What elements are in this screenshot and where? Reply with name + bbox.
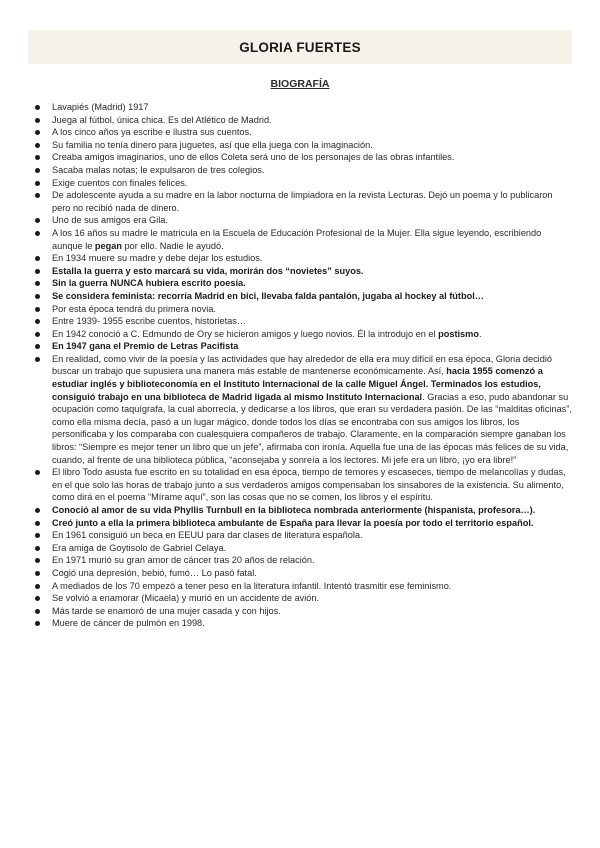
list-item (32, 517, 572, 530)
text-segment: Estalla la guerra y esto marcará su vida, morirán dos “novietes” suyos. (52, 265, 364, 276)
list-item (32, 151, 572, 164)
page-title: GLORIA FUERTES (239, 39, 361, 55)
text-segment: En 1934 muere su madre y debe dejar los estudios. (52, 253, 263, 264)
text-segment: En 1947 gana el Premio de Letras Pacifista (52, 341, 239, 352)
section-heading: BIOGRAFÍA (270, 78, 330, 90)
text-segment: En 1961 consiguió un beca en EEUU para dar clases de literatura española. (52, 530, 363, 541)
text-segment: . (478, 328, 482, 339)
bold-text-segment: hacia 1955 comenzó a estudiar inglés y biblioteconomía en el Instituto Internacional de la calle Miguel Ángel. Terminados los estudios, consiguió trabajo en una biblioteca de Madrid ligada al mismo Instituto Internacional (52, 366, 543, 402)
text-segment: Lavapiés (Madrid) 1917 (52, 102, 149, 112)
list-item (32, 189, 572, 214)
list-item (32, 139, 572, 152)
list-item (32, 580, 572, 593)
text-segment: Más tarde se enamoró de una mujer casada y con hijos. (52, 605, 281, 616)
text-segment: Exige cuentos con finales felices. (52, 177, 188, 188)
list-item (32, 164, 572, 177)
list-item (32, 592, 572, 605)
text-segment: Juega al fútbol, única chica. Es del Atlético de Madrid. (52, 114, 272, 125)
list-item (32, 328, 572, 341)
list-item (32, 277, 572, 290)
text-segment: Era amiga de Goytisolo de Gabriel Celaya. (52, 542, 227, 553)
text-segment: De adolescente ayuda a su madre en la labor nocturna de limpiadora en la revista Lecturas. Dejó un poema y lo publicaron pero no recibió nada de dinero. (52, 190, 553, 213)
list-item (32, 303, 572, 316)
text-segment: Creaba amigos imaginarios, uno de ellos Coleta será uno de los personajes de las obras infantiles. (52, 152, 455, 163)
text-segment: . Gracias a eso, pudo abandonar su ocupación como taquígrafa, la cual aborrecía, y dedicarse a los libros, que eran su verdadera pasión. De las “malditas oficinas”, como ella misma decía, pasó a un lugar mágico, donde todos los días se encontraba con sus amigos los libros, los personificaba y los comparaba con cualesquiera compañeros de trabajo. Claramente, en la comparación siempre ganaban los libros: “Siempre es mejor tener un libro que un jefe”, afirmaba con ironía. Aquella fue una de las épocas más felices de su vida, cuando, al frente de una biblioteca pública, “aconsejaba y sonreía a los lectores. Mi jefe era un libro, ¡yo era libre!” (52, 391, 572, 465)
list-item (32, 214, 572, 227)
list-item (32, 466, 572, 504)
list-item (32, 353, 572, 466)
text-segment: El libro Todo asusta fue escrito en su totalidad en esa época, tiempo de temores y escaseces, tiempo de melancolías y dudas, en el que solo las horas de trabajo junto a sus verdaderos amigos compensaban los sinsabores de la existencia. Su alimento, como dirá en el poema “Mírame aquí”, son las cosas que no se comen, los libros y el espíritu. (52, 467, 566, 503)
text-segment: Cogió una depresión, bebió, fumó… Lo pasó fatal. (52, 567, 257, 578)
text-segment: por ello. Nadie le ayudó. (121, 240, 224, 251)
list-item (32, 252, 572, 265)
text-segment: En 1971 murió su gran amor de cáncer tras 20 años de relación. (52, 555, 315, 566)
list-item (32, 504, 572, 517)
text-segment: Se volvió a enamorar (Micaela) y murió en un accidente de avión. (52, 593, 320, 604)
text-segment: Uno de sus amigos era Gila. (52, 215, 168, 226)
bold-text-segment: pegan (94, 240, 122, 251)
text-segment: A mediados de los 70 empezó a tener peso en la literatura infantil. Intentó trasmitir ese feminismo. (52, 580, 452, 591)
text-segment: A los cinco años ya escribe e ilustra sus cuentos. (52, 127, 252, 138)
list-item (32, 227, 572, 252)
title-banner (28, 30, 572, 64)
text-segment: A los 16 años su madre le matricula en la Escuela de Educación Profesional de la Mujer. Ella sigue leyendo, escribiendo aunque le (52, 227, 542, 251)
list-item (32, 340, 572, 353)
list-item (32, 114, 572, 127)
bold-text-segment: postismo (438, 328, 479, 339)
list-item (32, 290, 572, 303)
list-item (32, 542, 572, 555)
list-item (32, 567, 572, 580)
list-item (32, 177, 572, 190)
text-segment: Sacaba malas notas; le expulsaron de tres colegios. (52, 164, 265, 175)
text-segment: Entre 1939- 1955 escribe cuentos, historietas… (52, 316, 247, 327)
biography-list (32, 101, 572, 630)
text-segment: En realidad, como vivir de la poesía y las actividades que hay alrededor de ella era muy difícil en esa época, Gloria decidió buscar un trabajo que supusiera una manera más estable de mantenerse económicamente. Así, (52, 353, 552, 377)
list-item (32, 101, 572, 114)
list-item (32, 554, 572, 567)
list-item (32, 126, 572, 139)
text-segment: Se considera feminista: recorría Madrid en bici, llevaba falda pantalón, jugaba al hockey al fútbol… (52, 290, 484, 301)
list-item (32, 605, 572, 618)
text-segment: Creó junto a ella la primera biblioteca ambulante de España para llevar la poesía por todo el territorio español. (52, 517, 534, 528)
list-item (32, 529, 572, 542)
list-item (32, 617, 572, 630)
text-segment: En 1942 conoció a C. Edmundo de Ory se hicieron amigos y luego novios. Él la introdujo en el (52, 328, 439, 339)
text-segment: Sin la guerra NUNCA hubiera escrito poesía. (52, 278, 246, 289)
text-segment: Conoció al amor de su vida Phyllis Turnbull en la biblioteca nombrada anteriormente (hispanista, profesora…). (52, 505, 536, 515)
text-segment: Muere de cáncer de pulmón en 1998. (52, 618, 205, 629)
text-segment: Su familia no tenía dinero para juguetes, así que ella juega con la imaginación. (52, 139, 373, 150)
list-item (32, 315, 572, 328)
list-item (32, 265, 572, 278)
text-segment: Por esta época tendrá du primera novia. (52, 303, 216, 314)
